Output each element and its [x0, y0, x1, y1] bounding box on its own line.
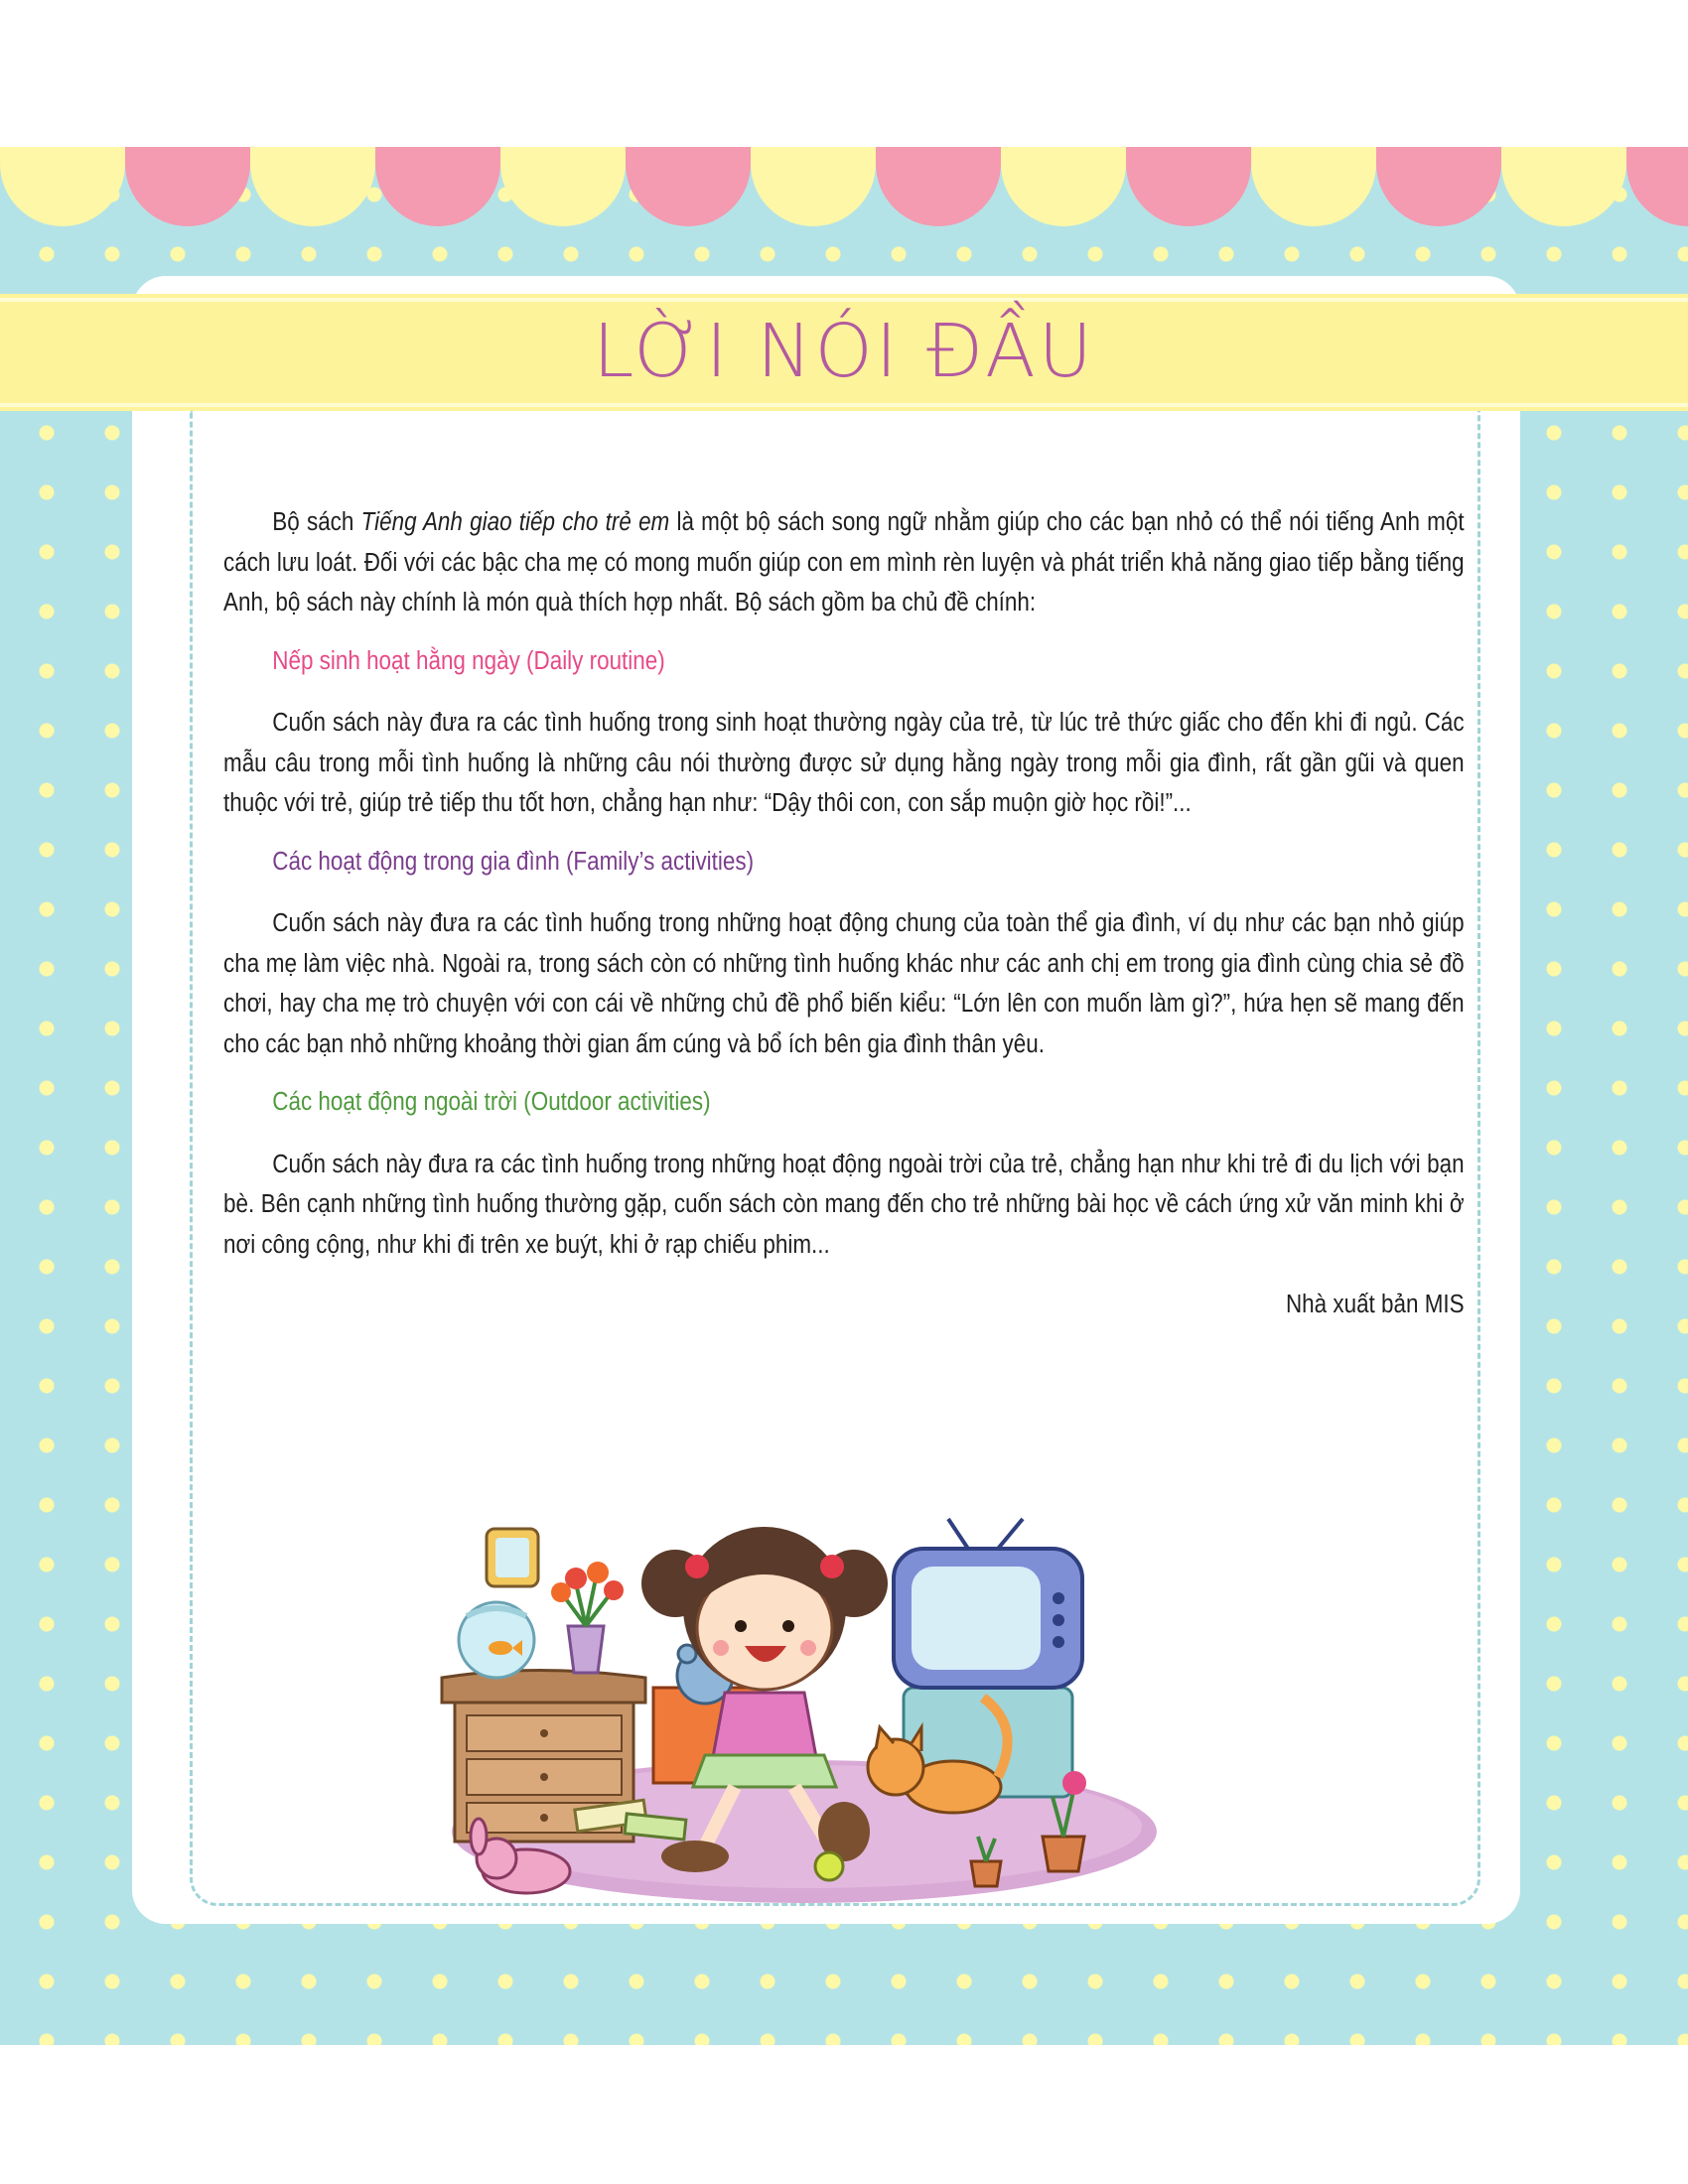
girl-tidying-room-illustration	[427, 1489, 1182, 1906]
section-heading-outdoor-activities: Các hoạt động ngoài trời (Outdoor activities)	[272, 1088, 711, 1116]
flower-vase-icon	[551, 1562, 624, 1673]
page-title: LỜI NÓI ĐẦU	[593, 309, 1095, 394]
intro-lead: Bộ sách	[272, 508, 361, 536]
ball-icon	[815, 1852, 843, 1880]
intro-text: là một bộ sách song ngữ nhằm giúp cho các bạn nhỏ có thể nói tiếng Anh một cách lưu loát. Đối với các bậc cha mẹ có mong muốn giúp con em mình rèn luyện và phát triển khả năng giao tiếp bằng tiếng Anh, bộ sách này chính là món quà thích hợp nhất. Bộ sách gồm ba chủ đề chính:	[223, 508, 1465, 616]
intro-paragraph	[223, 502, 1465, 623]
section-body-daily-routine: Cuốn sách này đưa ra các tình huống trong sinh hoạt thường ngày của trẻ, từ lúc trẻ thức giấc cho đến khi đi ngủ. Các mẫu câu trong mỗi tình huống là những câu nói thường được sử dụng hằng ngày trong mỗi gia đình, rất gần gũi và quen thuộc với trẻ, giúp trẻ tiếp thu tốt hơn, chẳng hạn như: “Dậy thôi con, con sắp muộn giờ học rồi!”...	[223, 709, 1465, 817]
mirror-icon	[487, 1529, 538, 1586]
section-heading-family-activities: Các hoạt động trong gia đình (Family’s activities)	[272, 847, 755, 876]
section-body-outdoor-activities: Cuốn sách này đưa ra các tình huống trong những hoạt động ngoài trời của trẻ, chẳng hạn như khi trẻ đi du lịch với bạn bè. Bên cạnh những tình huống thường gặp, cuốn sách còn mang đến cho trẻ những bài học về cách ứng xử văn minh khi ở nơi công cộng, như khi đi trên xe buýt, khi ở rạp chiếu phim...	[223, 1150, 1465, 1259]
book-title: Tiếng Anh giao tiếp cho trẻ em	[360, 508, 670, 536]
fish-bowl-icon	[459, 1602, 534, 1678]
awning-border	[0, 147, 1688, 236]
section-body-family-activities: Cuốn sách này đưa ra các tình huống trong những hoạt động chung của toàn thể gia đình, ví dụ như các bạn nhỏ giúp cha mẹ làm việc nhà. Ngoài ra, trong sách còn có những tình huống khác như các anh chị em trong gia đình cùng chia sẻ đồ chơi, hay cha mẹ trò chuyện với con cái về những chủ đề phổ biến kiểu: “Lớn lên con muốn làm gì?”, hứa hẹn sẽ mang đến cho các bạn nhỏ những khoảng thời gian ấm cúng và bổ ích bên gia đình thân yêu.	[223, 909, 1465, 1058]
publisher-signature: Nhà xuất bản MIS	[1285, 1291, 1465, 1318]
section-heading-daily-routine: Nếp sinh hoạt hằng ngày (Daily routine)	[272, 646, 665, 675]
preface-text	[223, 502, 1465, 1325]
banner-line-bottom	[0, 403, 1688, 407]
